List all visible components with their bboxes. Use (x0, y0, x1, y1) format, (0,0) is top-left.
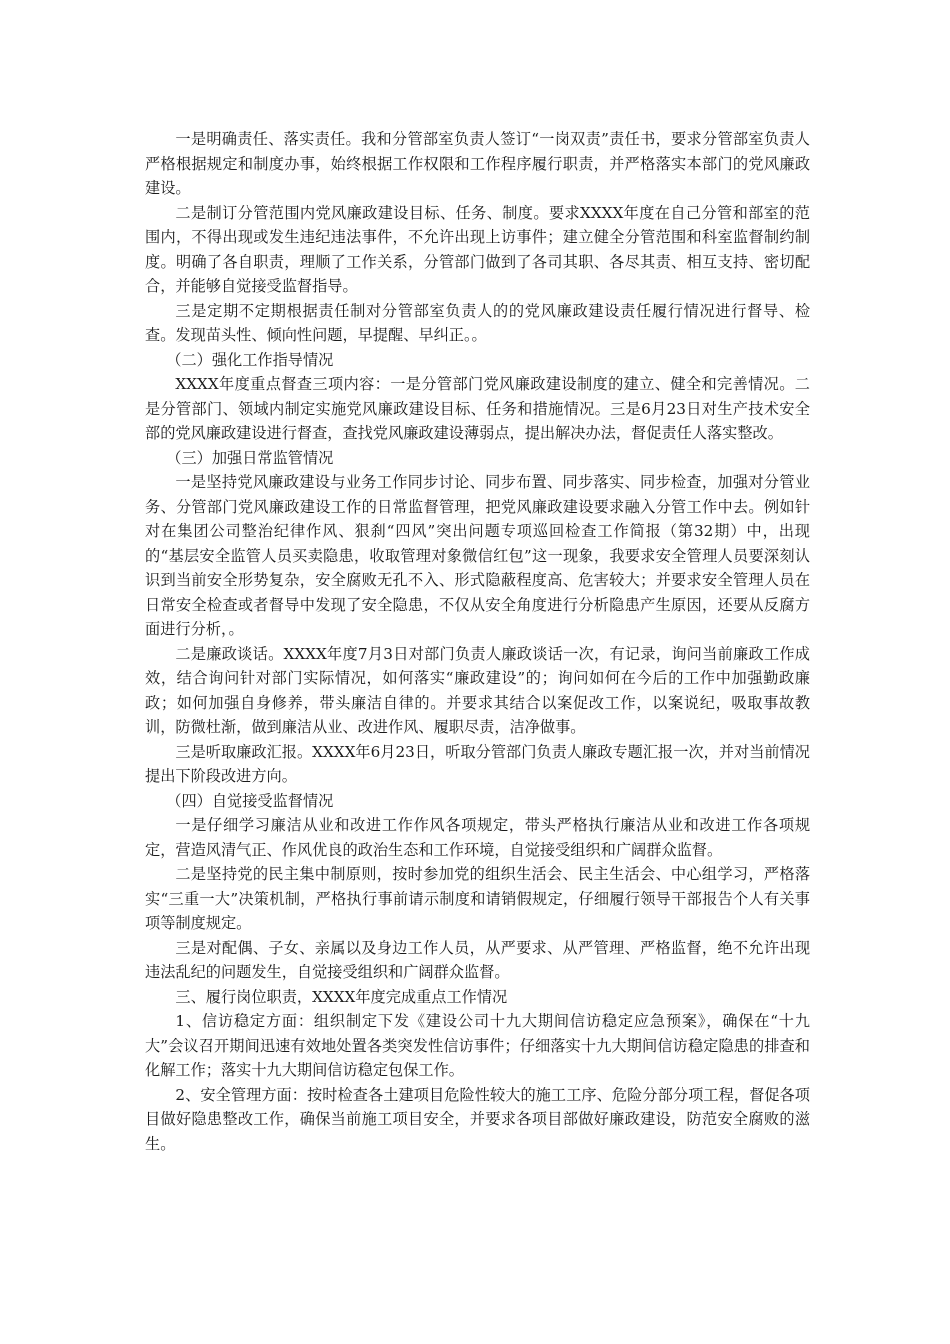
paragraph-supervision-check: 三是定期不定期根据责任制对分管部室负责人的的党风廉政建设责任履行情况进行督导、检查。发现苗头性、倾向性问题，早提醒、早纠正。。 (145, 301, 810, 344)
paragraph-synchronous-work: 一是坚持党风廉政建设与业务工作同步讨论、同步布置、同步落实、同步检查，加强对分管业务、分管部门党风廉政建设工作的日常监督管理，把党风廉政建设要求融入分管工作中去。例如针对在集团公司整治纪律作风、狠刹“四风”突出问题专项巡回检查工作简报（第32期）中，出现的“基层安全监管人员买卖隐患，收取管理对象微信红包”这一现象，我要求安全管理人员要深刻认识到当前安全形势复杂，安全腐败无孔不入、形式隐蔽程度高、危害较大；并要求安全管理人员在日常安全检查或者督导中发现了安全隐患，不仅从安全角度进行分析隐患产生原因，还要从反腐方面进行分析，。 (145, 473, 810, 638)
paragraph-study-regulations: 一是仔细学习廉洁从业和改进工作作风各项规定，带头严格执行廉洁从业和改进工作各项规定，营造风清气正、作风优良的政治生态和工作环境，自觉接受组织和广阔群众监督。 (145, 816, 810, 859)
section-heading-duties: 三、履行岗位职责，XXXX年度完成重点工作情况 (175, 987, 508, 1006)
paragraph-integrity-talk: 二是廉政谈话。XXXX年度7月3日对部门负责人廉政谈话一次，有记录，询问当前廉政工作成效，结合询问针对部门实际情况，如何落实“廉政建设”的；询问如何在今后的工作中加强勤政廉政；如何加强自身修养，带头廉洁自律的。并要求其结合以案促改工作，以案说纪，吸取事故教训，防微杜渐，做到廉洁从业、改进作风、履职尽责，洁净做事。 (145, 644, 810, 736)
paragraph-targets: 二是制订分管范围内党风廉政建设目标、任务、制度。要求XXXX年度在自己分管和部室的范围内，不得出现或发生违纪违法事件，不允许出现上访事件；建立健全分管范围和科室监督制约制度。明确了各自职责，理顺了工作关系，分管部门做到了各司其职、各尽其责、相互支持、密切配合，并能够自觉接受监督指导。 (145, 203, 810, 295)
paragraph-family-supervision: 三是对配偶、子女、亲属以及身边工作人员，从严要求、从严管理、严格监督，绝不允许出现违法乱纪的问题发生，自觉接受组织和广阔群众监督。 (145, 938, 810, 981)
paragraph-safety-management: 2、安全管理方面：按时检查各土建项目危险性较大的施工工序、危险分部分项工程，督促各项目做好隐患整改工作，确保当前施工项目安全，并要求各项目部做好廉政建设，防范安全腐败的滋生。 (145, 1085, 810, 1153)
section-heading-daily-supervision: （三）加强日常监管情况 (166, 448, 334, 467)
paragraph-democratic-centralism: 二是坚持党的民主集中制原则，按时参加党的组织生活会、民主生活会、中心组学习，严格落实“三重一大”决策机制，严格执行事前请示制度和请销假规定，仔细履行领导干部报告个人有关事项等制度规定。 (145, 865, 810, 932)
document-body (145, 127, 810, 1156)
paragraph-integrity-report: 三是听取廉政汇报。XXXX年6月23日，听取分管部门负责人廉政专题汇报一次，并对当前情况提出下阶段改进方向。 (145, 742, 810, 785)
section-heading-accept-supervision: （四）自觉接受监督情况 (166, 791, 334, 810)
paragraph-key-inspections: XXXX年度重点督查三项内容：一是分管部门党风廉政建设制度的建立、健全和完善情况。二是分管部门、领域内制定实施党风廉政建设目标、任务和措施情况。三是6月23日对生产技术安全部的党风廉政建设进行督查，查找党风廉政建设薄弱点，提出解决办法，督促责任人落实整改。 (145, 375, 810, 442)
paragraph-petition-stability: 1、信访稳定方面：组织制定下发《建设公司十九大期间信访稳定应急预案》，确保在“十九大”会议召开期间迅速有效地处置各类突发性信访事件；仔细落实十九大期间信访稳定隐患的排查和化解工作；落实十九大期间信访稳定包保工作。 (145, 1012, 810, 1079)
paragraph-responsibility: 一是明确责任、落实责任。我和分管部室负责人签订“一岗双责”责任书，要求分管部室负责人严格根据规定和制度办事，始终根据工作权限和工作程序履行职责，并严格落实本部门的党风廉政建设。 (145, 130, 810, 197)
section-heading-guidance: （二）强化工作指导情况 (166, 350, 334, 369)
